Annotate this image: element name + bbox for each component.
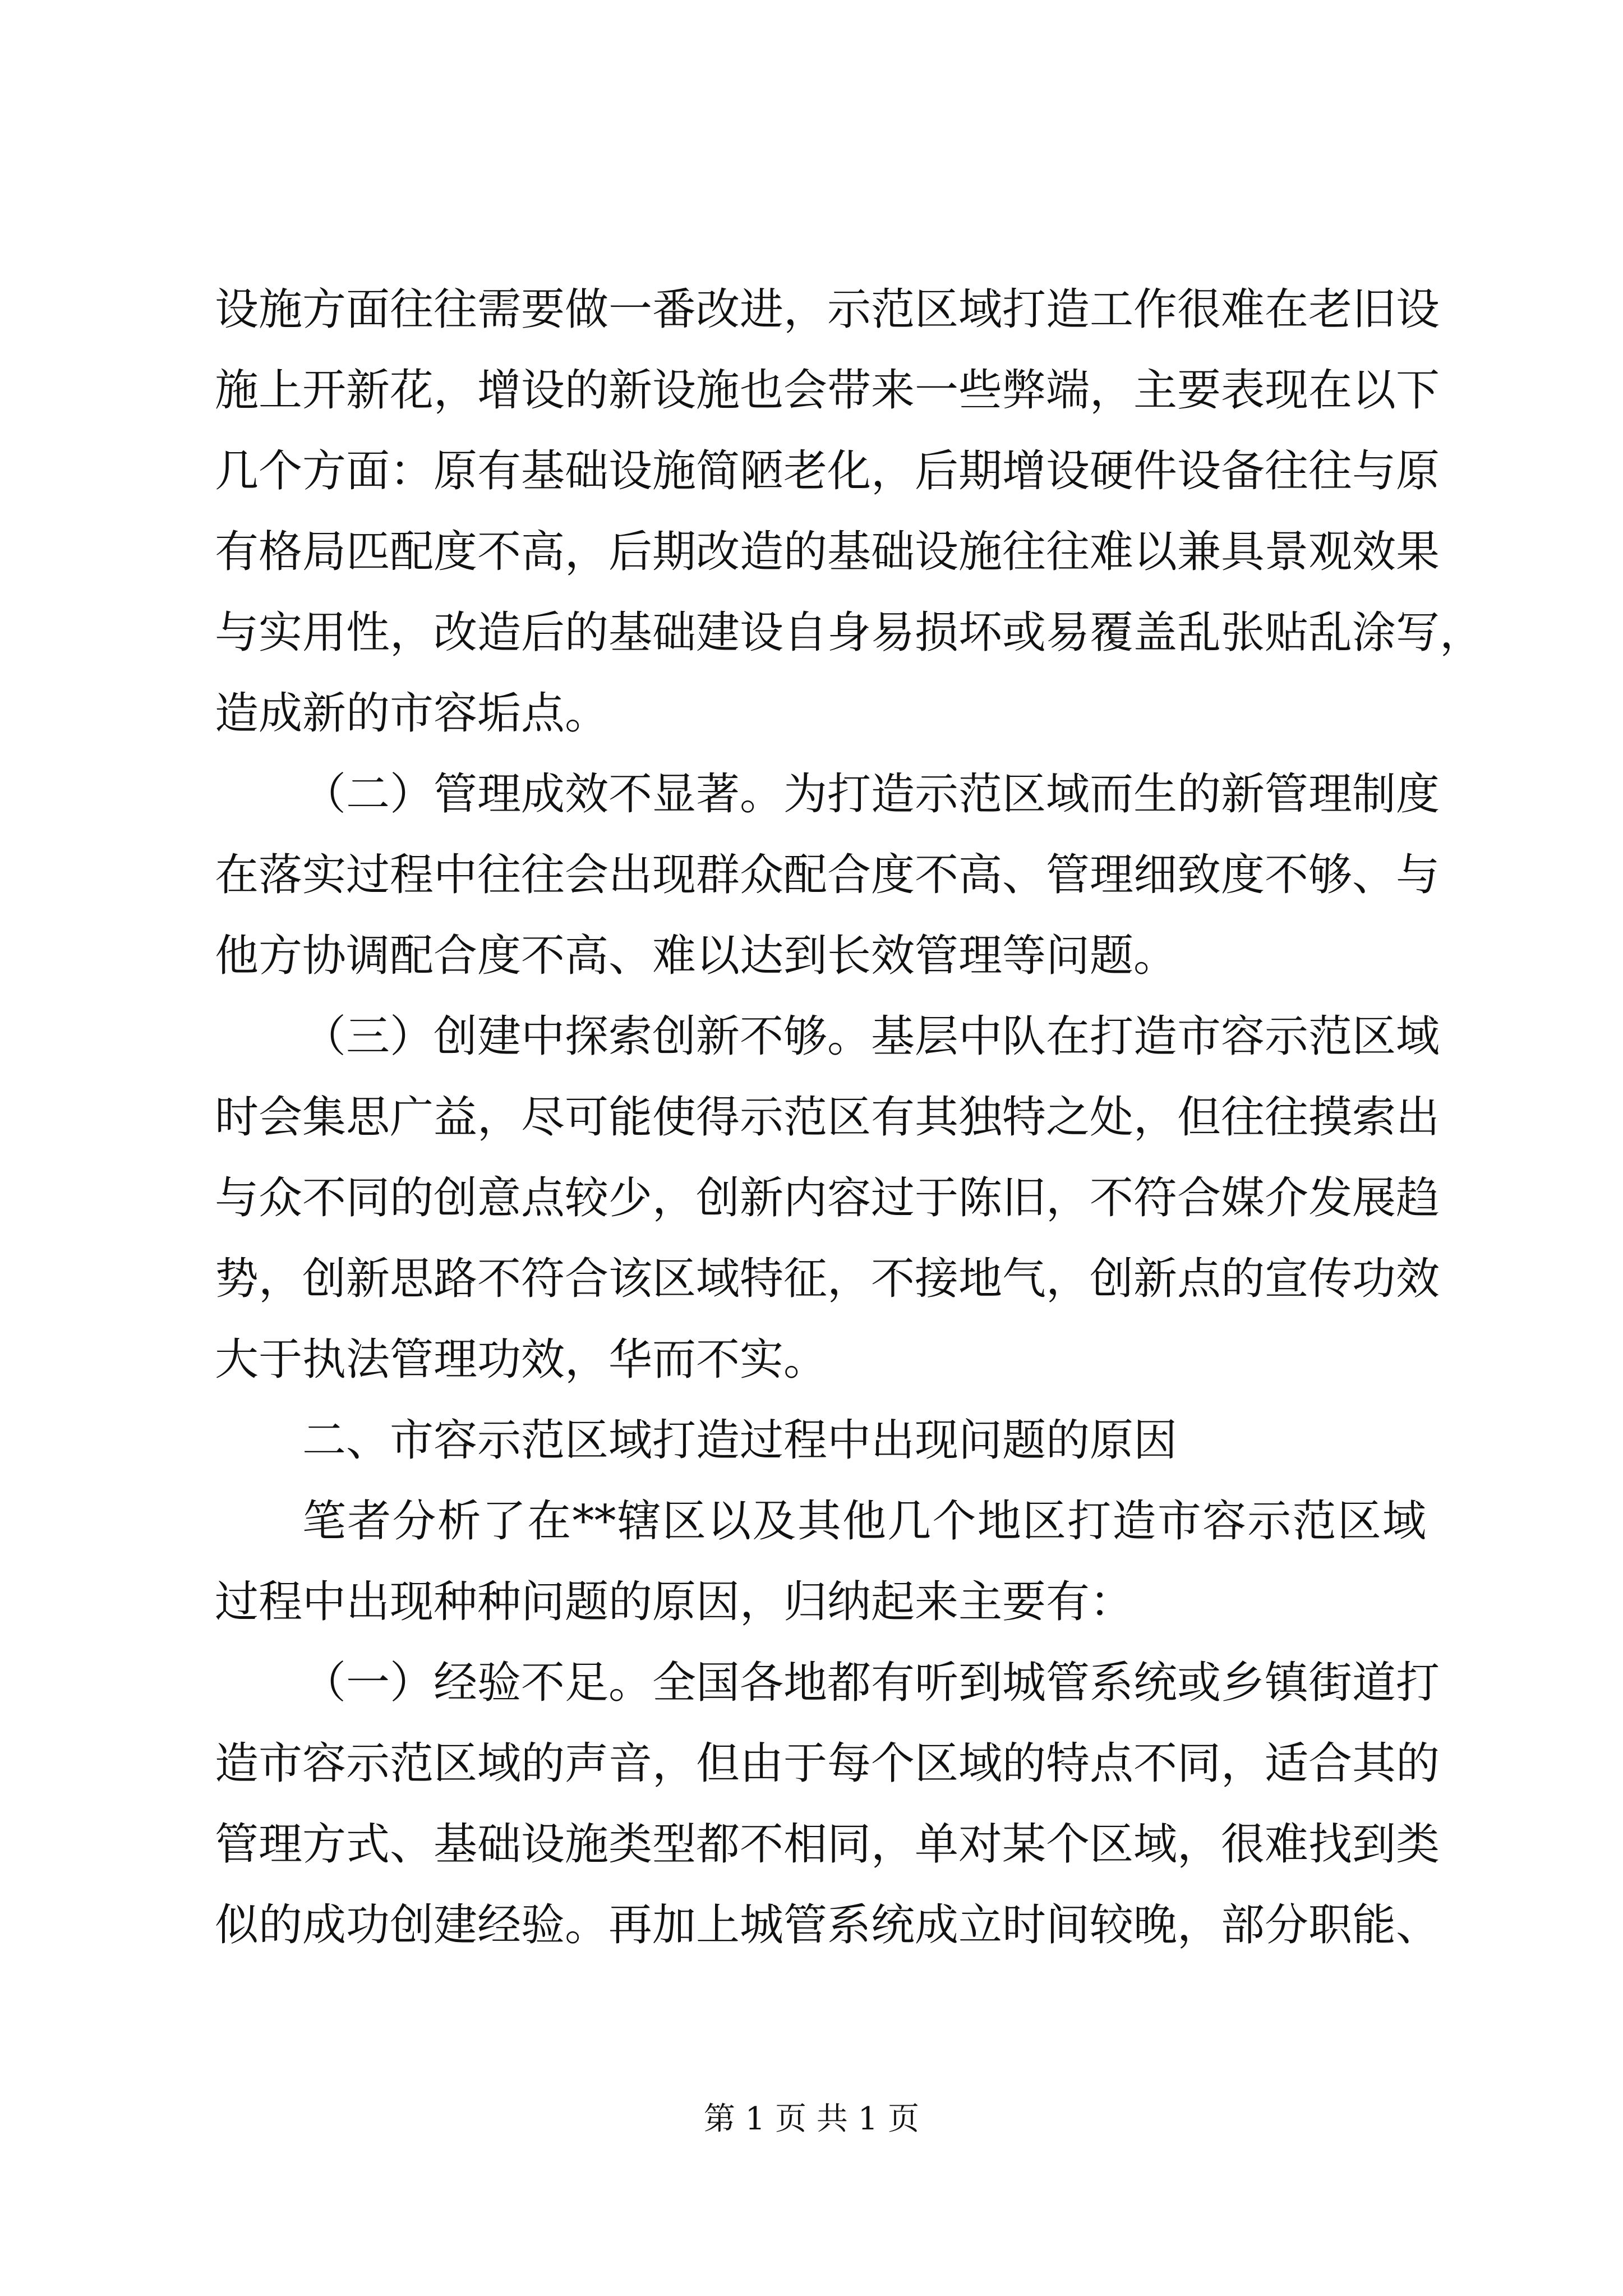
text-line: 大于执法管理功效，华而不实。 xyxy=(215,1335,828,1385)
text-line: 造市容示范区域的声音，但由于每个区域的特点不同，适合其的 xyxy=(215,1738,1440,1789)
text-line: 在落实过程中往往会出现群众配合度不高、管理细致度不够、与 xyxy=(215,850,1440,900)
text-line: 设施方面往往需要做一番改进，示范区域打造工作很难在老旧设 xyxy=(215,284,1440,335)
document-body xyxy=(215,269,1484,1966)
text-line: 时会集思广益，尽可能使得示范区有其独特之处，但往往摸索出 xyxy=(215,1092,1440,1143)
text-line: 施上开新花，增设的新设施也会带来一些弊端，主要表现在以下 xyxy=(215,365,1440,416)
text-line: （一）经验不足。全国各地都有听到城管系统或乡镇街道打 xyxy=(302,1658,1440,1708)
page-number: 第 1 页 共 1 页 xyxy=(703,2101,920,2137)
text-line: 与实用性，改造后的基础建设自身易损坏或易覆盖乱张贴乱涂写， xyxy=(215,608,1484,658)
section-heading: 二、市容示范区域打造过程中出现问题的原因 xyxy=(302,1415,1178,1466)
text-line: （二）管理成效不显著。为打造示范区域而生的新管理制度 xyxy=(302,769,1440,820)
page-footer xyxy=(0,2097,1623,2142)
text-line: 有格局匹配度不高，后期改造的基础设施往往难以兼具景观效果 xyxy=(215,527,1440,577)
text-line: 势，创新思路不符合该区域特征，不接地气，创新点的宣传功效 xyxy=(215,1254,1440,1304)
text-line: 造成新的市容垢点。 xyxy=(215,688,609,739)
text-line: 管理方式、基础设施类型都不相同，单对某个区域，很难找到类 xyxy=(215,1819,1440,1870)
text-line: 与众不同的创意点较少，创新内容过于陈旧，不符合媒介发展趋 xyxy=(215,1173,1440,1223)
text-line: 似的成功创建经验。再加上城管系统成立时间较晚，部分职能、 xyxy=(215,1900,1440,1950)
text-line: （三）创建中探索创新不够。基层中队在打造市容示范区域 xyxy=(302,1011,1440,1062)
text-line: 几个方面：原有基础设施简陋老化，后期增设硬件设备往往与原 xyxy=(215,446,1440,496)
text-line: 他方协调配合度不高、难以达到长效管理等问题。 xyxy=(215,931,1178,981)
text-line: 过程中出现种种问题的原因，归纳起来主要有： xyxy=(215,1577,1134,1627)
text-line: 笔者分析了在**辖区以及其他几个地区打造市容示范区域 xyxy=(302,1496,1426,1547)
